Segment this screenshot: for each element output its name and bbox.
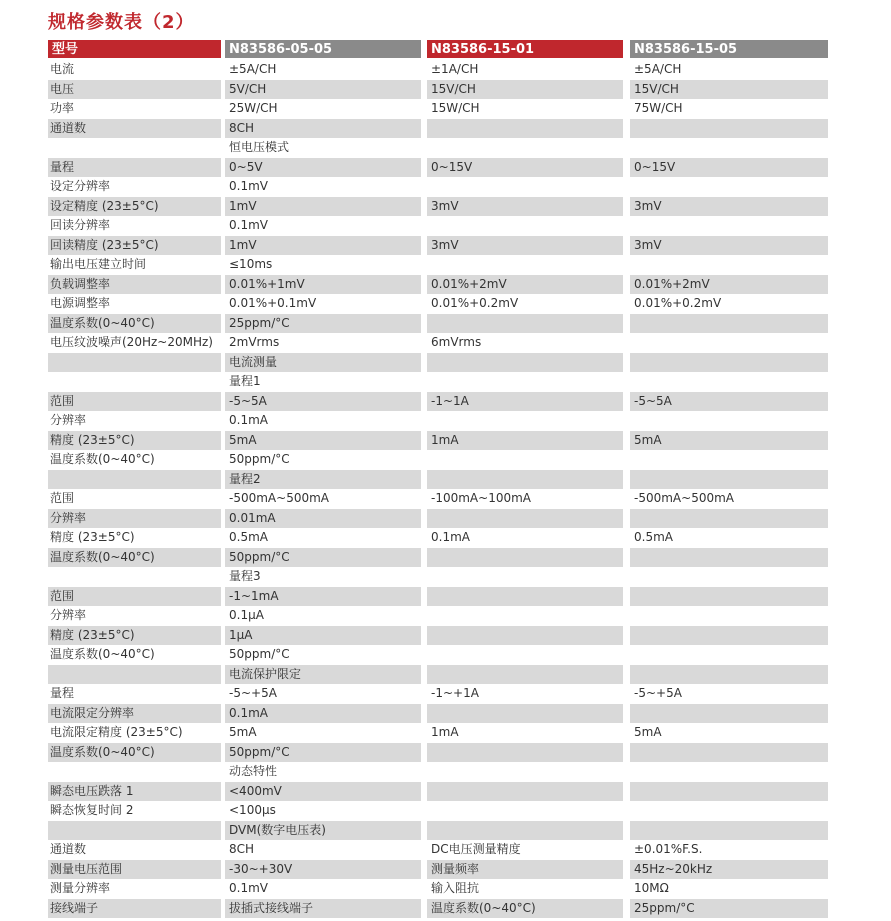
table-row <box>48 548 828 567</box>
param-label: 通道数 <box>50 842 87 856</box>
value-model-2: 温度系数(0~40°C) <box>431 900 536 915</box>
row-stripe <box>630 665 828 684</box>
param-label: 量程 <box>50 686 75 700</box>
table-row <box>48 197 828 216</box>
value-model-2: 3mV <box>431 237 459 252</box>
value-model-1: 电流保护限定 <box>229 666 302 681</box>
value-model-1: 1μA <box>229 627 253 642</box>
table-row <box>48 860 828 879</box>
param-label: 电流 <box>50 62 75 76</box>
table-row <box>48 372 828 391</box>
value-model-3: -5~5A <box>634 393 672 408</box>
param-label: 负载调整率 <box>50 276 111 291</box>
value-model-2: 0.01%+0.2mV <box>431 296 519 310</box>
value-model-1: 0.01%+0.1mV <box>229 296 317 310</box>
param-label: 温度系数(0~40°C) <box>50 315 155 330</box>
row-stripe <box>427 353 623 372</box>
value-model-1: 0.1mA <box>229 705 268 720</box>
row-stripe <box>427 821 623 840</box>
row-stripe <box>427 782 623 801</box>
table-row <box>48 119 828 138</box>
param-label: 回读分辨率 <box>50 218 111 232</box>
param-label: 设定精度 (23±5°C) <box>50 198 159 213</box>
param-label: 输出电压建立时间 <box>50 257 147 271</box>
param-label: 电压纹波噪声(20Hz~20MHz) <box>50 335 213 349</box>
value-model-2: 6mVrms <box>431 335 482 349</box>
value-model-1: 8CH <box>229 842 255 856</box>
value-model-1: 50ppm/°C <box>229 549 290 564</box>
value-model-2: -1~+1A <box>431 686 479 700</box>
value-model-1: -5~5A <box>229 393 267 408</box>
value-model-3: 15V/CH <box>634 81 679 96</box>
value-model-1: DVM(数字电压表) <box>229 822 326 837</box>
param-label: 精度 (23±5°C) <box>50 432 135 447</box>
value-model-2: 输入阻抗 <box>431 881 480 895</box>
value-model-2: 15V/CH <box>431 81 476 96</box>
table-row <box>48 840 828 859</box>
param-label: 范围 <box>50 588 75 603</box>
param-label: 温度系数(0~40°C) <box>50 452 155 466</box>
value-model-3: 45Hz~20kHz <box>634 861 713 876</box>
row-stripe <box>630 353 828 372</box>
value-model-3: -500mA~500mA <box>634 491 734 505</box>
row-stripe <box>427 119 623 138</box>
table-row <box>48 158 828 177</box>
table-row <box>48 353 828 372</box>
header-model-3: N83586-15-05 <box>630 40 828 58</box>
value-model-1: ±5A/CH <box>229 62 277 76</box>
value-model-2: 0~15V <box>431 159 473 174</box>
value-model-2: 1mA <box>431 432 459 447</box>
row-stripe <box>630 314 828 333</box>
row-stripe <box>630 587 828 606</box>
value-model-3: ±0.01%F.S. <box>634 842 703 856</box>
value-model-3: 5mA <box>634 432 662 447</box>
value-model-1: 0.01%+1mV <box>229 276 305 291</box>
value-model-3: 0.01%+2mV <box>634 276 710 291</box>
value-model-3: 75W/CH <box>634 101 683 115</box>
param-label: 接线端子 <box>50 900 99 915</box>
table-row <box>48 743 828 762</box>
param-label: 精度 (23±5°C) <box>50 627 135 642</box>
value-model-1: 5mA <box>229 725 257 739</box>
param-label: 温度系数(0~40°C) <box>50 647 155 661</box>
param-label: 回读精度 (23±5°C) <box>50 237 159 252</box>
value-model-3: 0.5mA <box>634 530 673 544</box>
table-row <box>48 899 828 918</box>
row-stripe <box>630 704 828 723</box>
value-model-3: -5~+5A <box>634 686 682 700</box>
value-model-3: 25ppm/°C <box>634 900 695 915</box>
table-row <box>48 294 828 313</box>
row-stripe <box>427 626 623 645</box>
param-label: 功率 <box>50 101 75 115</box>
param-label: 分辨率 <box>50 413 87 427</box>
table-row <box>48 723 828 742</box>
param-label: 分辨率 <box>50 510 87 525</box>
row-stripe <box>427 470 623 489</box>
table-row <box>48 99 828 118</box>
value-model-1: 1mV <box>229 198 257 213</box>
row-stripe <box>427 509 623 528</box>
row-stripe <box>630 626 828 645</box>
value-model-1: 0.1mA <box>229 413 268 427</box>
value-model-1: 0.1mV <box>229 218 268 232</box>
row-stripe <box>48 353 221 372</box>
table-row <box>48 762 828 781</box>
row-stripe <box>427 548 623 567</box>
value-model-1: ≤10ms <box>229 257 273 271</box>
row-stripe <box>427 314 623 333</box>
table-row <box>48 236 828 255</box>
value-model-1: 50ppm/°C <box>229 647 290 661</box>
table-row <box>48 314 828 333</box>
table-row <box>48 665 828 684</box>
value-model-1: 25W/CH <box>229 101 278 115</box>
param-label: 精度 (23±5°C) <box>50 530 135 544</box>
value-model-1: 0.01mA <box>229 510 276 525</box>
table-row <box>48 528 828 547</box>
param-label: 量程 <box>50 159 75 174</box>
param-label: 电源调整率 <box>50 296 111 310</box>
value-model-2: -100mA~100mA <box>431 491 531 505</box>
table-row <box>48 255 828 274</box>
page-title: 规格参数表（2） <box>48 12 195 33</box>
value-model-1: 电流测量 <box>229 354 278 369</box>
param-label: 瞬态电压跌落 1 <box>50 783 134 798</box>
value-model-2: 15W/CH <box>431 101 480 115</box>
table-row <box>48 645 828 664</box>
value-model-1: 动态特性 <box>229 764 278 778</box>
table-row <box>48 801 828 820</box>
row-stripe <box>630 743 828 762</box>
table-row <box>48 431 828 450</box>
table-row <box>48 177 828 196</box>
value-model-1: 50ppm/°C <box>229 744 290 759</box>
param-label: 通道数 <box>50 120 87 135</box>
row-stripe <box>48 665 221 684</box>
table-row <box>48 782 828 801</box>
value-model-1: <400mV <box>229 783 282 798</box>
row-stripe <box>630 509 828 528</box>
row-stripe <box>630 821 828 840</box>
row-stripe <box>630 470 828 489</box>
table-row <box>48 626 828 645</box>
table-row <box>48 450 828 469</box>
table-row <box>48 275 828 294</box>
value-model-1: -5~+5A <box>229 686 277 700</box>
value-model-2: 0.1mA <box>431 530 470 544</box>
value-model-1: 量程2 <box>229 471 261 486</box>
param-label: 电压 <box>50 81 75 96</box>
value-model-1: 2mVrms <box>229 335 280 349</box>
param-label: 测量电压范围 <box>50 861 123 876</box>
param-label: 温度系数(0~40°C) <box>50 744 155 759</box>
param-label: 温度系数(0~40°C) <box>50 549 155 564</box>
param-label: 测量分辨率 <box>50 881 111 895</box>
value-model-2: 0.01%+2mV <box>431 276 507 291</box>
table-row <box>48 333 828 352</box>
row-stripe <box>225 626 421 645</box>
value-model-2: 1mA <box>431 725 459 739</box>
value-model-2: 3mV <box>431 198 459 213</box>
value-model-1: -500mA~500mA <box>229 491 329 505</box>
value-model-3: 0~15V <box>634 159 676 174</box>
param-label: 瞬态恢复时间 2 <box>50 803 134 817</box>
table-row <box>48 704 828 723</box>
value-model-1: 0.1mV <box>229 881 268 895</box>
param-label: 电流限定精度 (23±5°C) <box>50 725 183 739</box>
row-stripe <box>630 119 828 138</box>
row-stripe <box>225 119 421 138</box>
value-model-1: 8CH <box>229 120 255 135</box>
value-model-1: 0~5V <box>229 159 263 174</box>
table-row <box>48 489 828 508</box>
value-model-1: 0.5mA <box>229 530 268 544</box>
table-row <box>48 411 828 430</box>
row-stripe <box>427 743 623 762</box>
value-model-1: 恒电压模式 <box>229 140 290 154</box>
value-model-1: -30~+30V <box>229 861 293 876</box>
value-model-1: 5mA <box>229 432 257 447</box>
table-row <box>48 60 828 79</box>
table-row <box>48 606 828 625</box>
value-model-3: 10MΩ <box>634 881 669 895</box>
value-model-3: 3mV <box>634 198 662 213</box>
value-model-1: 量程1 <box>229 374 261 388</box>
table-row <box>48 392 828 411</box>
header-model-2: N83586-15-01 <box>427 40 623 58</box>
value-model-2: DC电压测量精度 <box>431 842 521 856</box>
row-stripe <box>48 470 221 489</box>
table-row <box>48 879 828 898</box>
value-model-1: 拔插式接线端子 <box>229 900 314 915</box>
value-model-1: 25ppm/°C <box>229 315 290 330</box>
param-label: 分辨率 <box>50 608 87 622</box>
value-model-1: 0.1μA <box>229 608 264 622</box>
value-model-1: 5V/CH <box>229 81 267 96</box>
value-model-3: ±5A/CH <box>634 62 682 76</box>
param-label: 电流限定分辨率 <box>50 705 135 720</box>
param-label: 范围 <box>50 491 75 505</box>
header-model-1: N83586-05-05 <box>225 40 421 58</box>
value-model-2: 测量频率 <box>431 861 480 876</box>
param-label: 范围 <box>50 393 75 408</box>
value-model-2: -1~1A <box>431 393 469 408</box>
row-stripe <box>427 665 623 684</box>
value-model-1: -1~1mA <box>229 588 279 603</box>
table-row <box>48 587 828 606</box>
row-stripe <box>427 704 623 723</box>
param-label: 设定分辨率 <box>50 179 111 193</box>
value-model-3: 0.01%+0.2mV <box>634 296 722 310</box>
table-row <box>48 80 828 99</box>
value-model-1: 50ppm/°C <box>229 452 290 466</box>
value-model-3: 5mA <box>634 725 662 739</box>
value-model-1: 0.1mV <box>229 179 268 193</box>
header-label: 型号 <box>48 40 221 58</box>
table-row <box>48 138 828 157</box>
table-row <box>48 509 828 528</box>
row-stripe <box>427 587 623 606</box>
value-model-1: 量程3 <box>229 569 261 583</box>
row-stripe <box>48 821 221 840</box>
row-stripe <box>630 548 828 567</box>
value-model-2: ±1A/CH <box>431 62 479 76</box>
table-row <box>48 821 828 840</box>
value-model-1: <100μs <box>229 803 276 817</box>
table-row <box>48 567 828 586</box>
value-model-3: 3mV <box>634 237 662 252</box>
row-stripe <box>630 782 828 801</box>
table-row <box>48 470 828 489</box>
value-model-1: 1mV <box>229 237 257 252</box>
table-row <box>48 216 828 235</box>
table-row <box>48 684 828 703</box>
